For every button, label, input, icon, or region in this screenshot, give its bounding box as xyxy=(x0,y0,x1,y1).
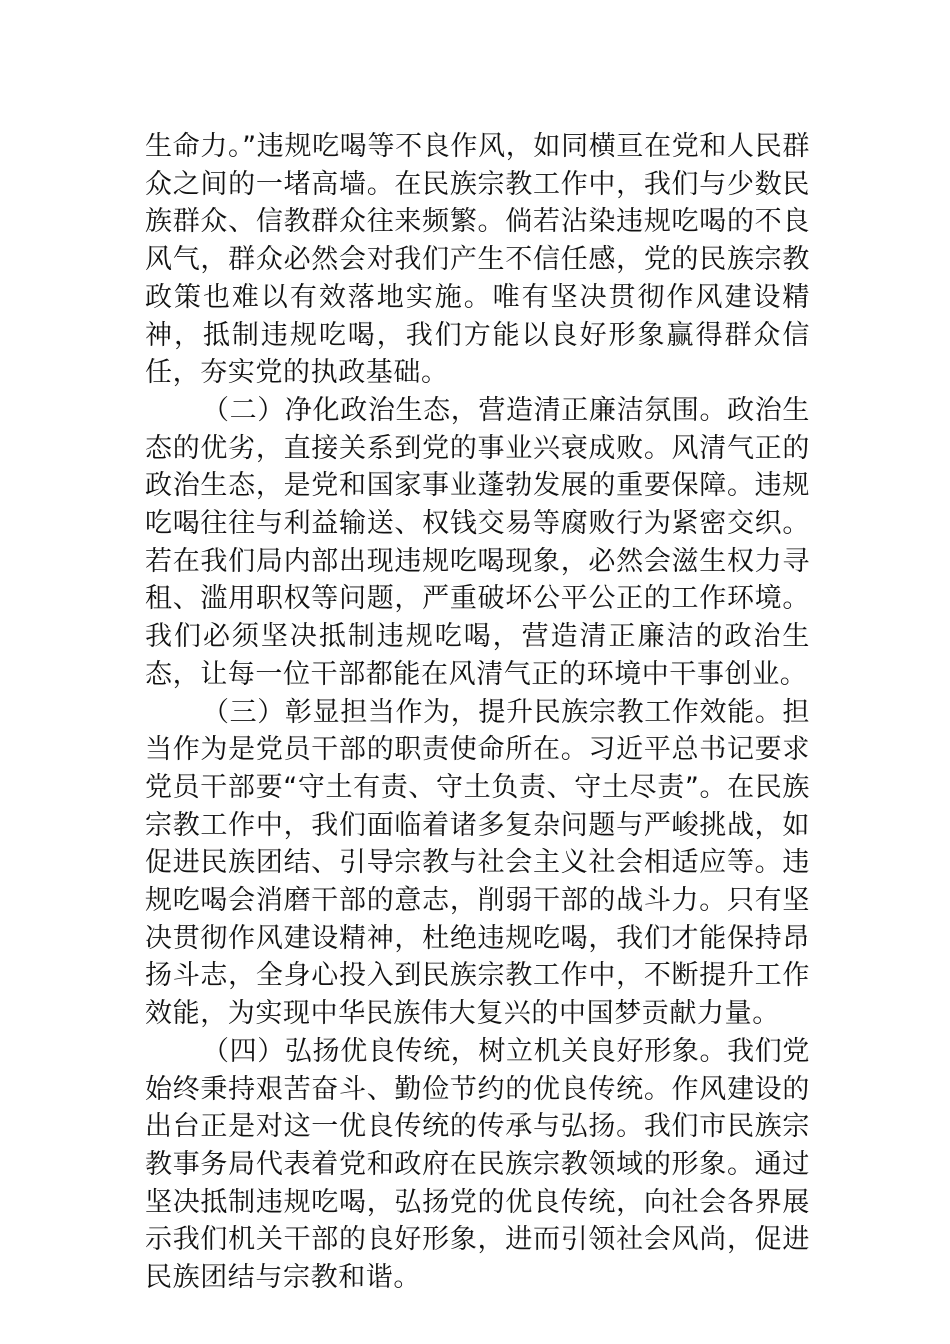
paragraph-section-2: （二）净化政治生态，营造清正廉洁氛围。政治生态的优劣，直接关系到党的事业兴衰成败。风清气正的政治生态，是党和国家事业蓬勃发展的重要保障。违规吃喝往往与利益输送、权钱交易等腐败行为紧密交织。若在我们局内部出现违规吃喝现象，必然会滋生权力寻租、滥用职权等问题，严重破坏公平公正的工作环境。我们必须坚决抵制违规吃喝，营造清正廉洁的政治生态，让每一位干部都能在风清气正的环境中干事创业。 xyxy=(145,394,810,690)
paragraph-section-3: （三）彰显担当作为，提升民族宗教工作效能。担当作为是党员干部的职责使命所在。习近平总书记要求党员干部要“守土有责、守土负责、守土尽责”。在民族宗教工作中，我们面临着诸多复杂问题与严峻挑战，如促进民族团结、引导宗教与社会主义社会相适应等。违规吃喝会消磨干部的意志，削弱干部的战斗力。只有坚决贯彻作风建设精神，杜绝违规吃喝，我们才能保持昂扬斗志，全身心投入到民族宗教工作中，不断提升工作效能，为实现中华民族伟大复兴的中国梦贡献力量。 xyxy=(145,696,810,1030)
paragraph-continuation: 生命力。”违规吃喝等不良作风，如同横亘在党和人民群众之间的一堵高墙。在民族宗教工作中，我们与少数民族群众、信教群众往来频繁。倘若沾染违规吃喝的不良风气，群众必然会对我们产生不信任感，党的民族宗教政策也难以有效落地实施。唯有坚决贯彻作风建设精神，抵制违规吃喝，我们方能以良好形象赢得群众信任，夯实党的执政基础。 xyxy=(145,131,810,389)
document-body xyxy=(145,128,810,1297)
paragraph-section-4: （四）弘扬优良传统，树立机关良好形象。我们党始终秉持艰苦奋斗、勤俭节约的优良传统。作风建设的出台正是对这一优良传统的传承与弘扬。我们市民族宗教事务局代表着党和政府在民族宗教领域的形象。通过坚决抵制违规吃喝，弘扬党的优良传统，向社会各界展示我们机关干部的良好形象，进而引领社会风尚，促进民族团结与宗教和谐。 xyxy=(145,1035,810,1294)
